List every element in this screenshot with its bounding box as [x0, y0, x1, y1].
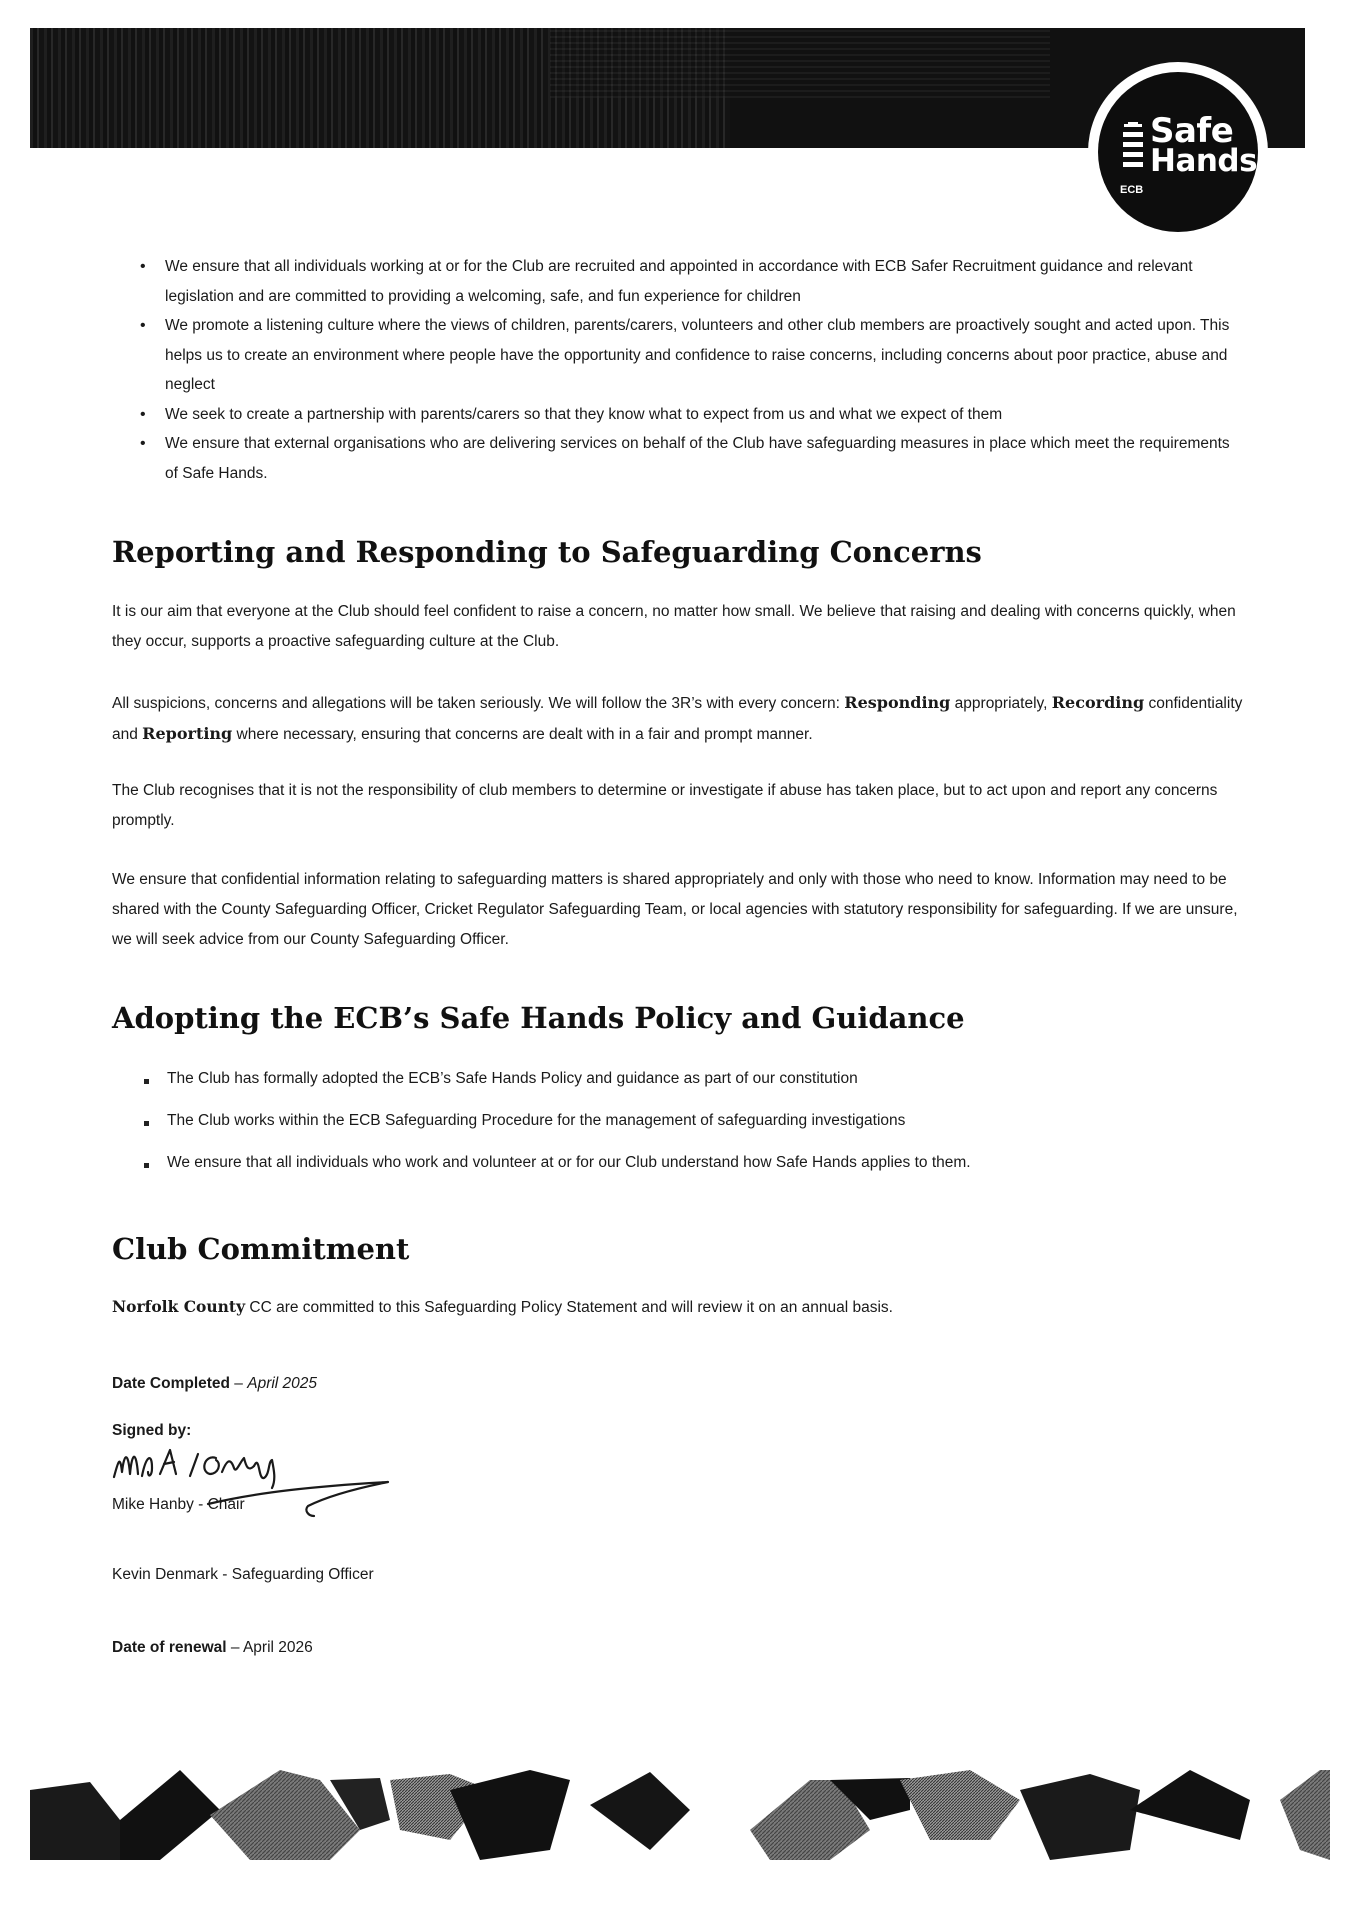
- logo-line-1: Safe: [1150, 111, 1234, 151]
- list-item: • We ensure that external organisations who are delivering services on behalf of the Club have safeguarding measures in place which meet the requirements of Safe Hands.: [140, 429, 1240, 488]
- date-completed: [112, 1375, 317, 1393]
- list-item: The Club has formally adopted the ECB’s Safe Hands Policy and guidance as part of our constitution: [142, 1070, 971, 1112]
- logo-line-2: Hands: [1150, 143, 1258, 179]
- adopting-list: [142, 1070, 971, 1196]
- reporting-term: Reporting: [142, 724, 233, 743]
- reporting-paragraph-3: The Club recognises that it is not the responsibility of club members to determine or investigate if abuse has taken place, but to act upon and report any concerns promptly.: [112, 782, 1218, 829]
- footer-decorative-pattern: [30, 1750, 1330, 1870]
- logo-wordmark: [1150, 111, 1258, 179]
- list-item: • We promote a listening culture where the views of children, parents/carers, volunteers and other club members are proactively sought and acted upon. This helps us to create an environment where people have the opportunity and confidence to raise concerns, including concerns about poor practice, abuse and neglect: [140, 311, 1240, 400]
- reporting-heading: Reporting and Responding to Safeguarding Concerns: [112, 535, 982, 569]
- reporting-paragraph-1: It is our aim that everyone at the Club should feel confident to raise a concern, no matter how small. We believe that raising and dealing with concerns quickly, when they occur, supports a proactive safeguarding culture at the Club.: [112, 603, 1236, 650]
- logo-ecb-label: ECB: [1120, 184, 1144, 196]
- paragraph-text: All suspicions, concerns and allegations will be taken seriously. We will follow the 3R’s with every concern:: [112, 695, 845, 712]
- statement-text: CC are committed to this Safeguarding Policy Statement and will review it on an annual basis.: [245, 1299, 893, 1316]
- date-completed-label: Date Completed: [112, 1375, 230, 1392]
- commitment-statement: [112, 1297, 893, 1317]
- list-item: The Club works within the ECB Safeguarding Procedure for the management of safeguarding investigations: [142, 1112, 971, 1154]
- commitment-heading: Club Commitment: [112, 1232, 410, 1266]
- paragraph-text: where necessary, ensuring that concerns are dealt with in a fair and prompt manner.: [232, 726, 813, 743]
- signatory-safeguarding-officer: Kevin Denmark - Safeguarding Officer: [112, 1566, 374, 1583]
- paragraph-text: appropriately,: [950, 695, 1052, 712]
- club-name: Norfolk County: [112, 1297, 246, 1316]
- reporting-paragraph-2: [112, 688, 1252, 750]
- header-texture-secondary: [550, 28, 1050, 98]
- paragraph-text: confidentiality and: [112, 695, 1243, 743]
- date-of-renewal: [112, 1639, 313, 1657]
- signed-by-text: Signed by:: [112, 1422, 192, 1439]
- date-renewal-label: Date of renewal: [112, 1639, 227, 1656]
- recording-term: Recording: [1051, 693, 1145, 712]
- adopting-heading: Adopting the ECB’s Safe Hands Policy and Guidance: [112, 1001, 965, 1035]
- signatory-chair: Mike Hanby - Chair: [112, 1496, 245, 1513]
- list-item: • We ensure that all individuals working at or for the Club are recruited and appointed in accordance with ECB Safer Recruitment guidance and relevant legislation and are committed to providing a welcoming, safe, and fun experience for children: [140, 252, 1240, 311]
- list-item: We ensure that all individuals who work and volunteer at or for our Club understand how Safe Hands applies to them.: [142, 1154, 971, 1196]
- list-item: • We seek to create a partnership with parents/carers so that they know what to expect from us and what we expect of them: [140, 400, 1240, 429]
- separator: –: [226, 1639, 243, 1656]
- reporting-paragraph-4: We ensure that confidential information relating to safeguarding matters is shared appropriately and only with those who need to know. Information may need to be shared with the County Safeguarding Officer, Cricket Regulator Safeguarding Team, or local agencies with statutory responsibility for safeguarding. If we are unsure, we will seek advice from our County Safeguarding Officer.: [112, 871, 1238, 948]
- ecb-crest-icon: [1120, 122, 1146, 182]
- date-renewal-value: April 2026: [242, 1639, 313, 1656]
- responding-term: Responding: [844, 693, 951, 712]
- logo-badge: [1098, 72, 1258, 232]
- intro-bullet-list: [140, 252, 1240, 488]
- date-completed-value: April 2025: [247, 1375, 318, 1392]
- safe-hands-logo: [1088, 62, 1268, 242]
- separator: –: [230, 1375, 248, 1392]
